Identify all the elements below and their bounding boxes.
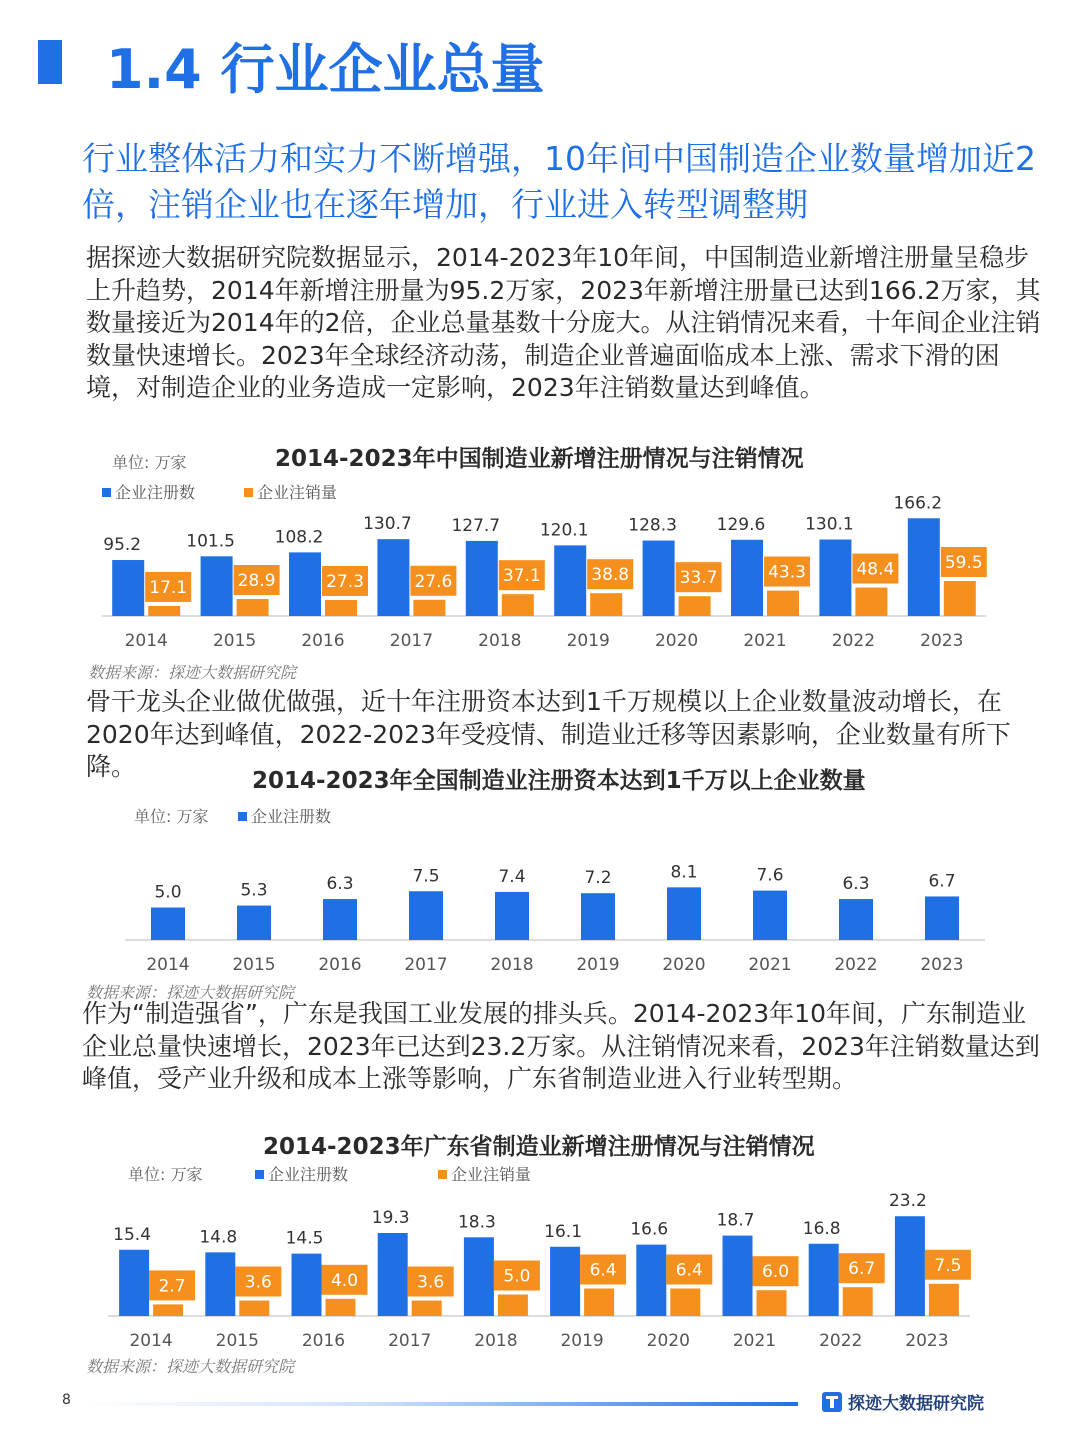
bar-secondary: [584, 1288, 614, 1316]
paragraph-2: 骨干龙头企业做优做强，近十年注册资本达到1千万规模以上企业数量波动增长，在2020年达到峰值，2022-2023年受疫情、制造业迁移等因素影响，企业数量有所下降。: [86, 687, 1011, 781]
x-tick-label: 2015: [215, 1331, 259, 1351]
bar-primary: [466, 541, 498, 616]
bar-primary: [839, 899, 873, 940]
footer-brand: [822, 1389, 984, 1414]
data-label-primary: 6.7: [928, 871, 956, 892]
x-tick-label: 2018: [474, 1331, 518, 1351]
legend-label-0: 企业注册数: [268, 1165, 349, 1184]
bar-primary: [201, 556, 233, 616]
bar-primary: [895, 1216, 925, 1316]
bar-primary: [292, 1254, 322, 1316]
legend-swatch-0: [238, 812, 247, 821]
legend-label-0: 企业注册数: [251, 807, 332, 826]
data-label-primary: 166.2: [893, 493, 943, 514]
bar-primary: [495, 892, 529, 940]
bar-secondary: [237, 599, 269, 616]
unit-label: 单位: 万家: [112, 453, 187, 472]
data-label-primary: 19.3: [371, 1208, 410, 1229]
footer-divider: [86, 1402, 798, 1406]
bar-primary: [925, 896, 959, 940]
bar-secondary: [413, 600, 445, 616]
legend-swatch-0: [102, 488, 111, 497]
data-label-primary: 8.1: [670, 862, 698, 883]
bar-primary: [377, 539, 409, 616]
bar-primary: [667, 887, 701, 940]
x-tick-label: 2017: [388, 1331, 432, 1351]
bar-primary: [323, 899, 357, 940]
bar-primary: [205, 1252, 235, 1316]
bar-primary: [378, 1233, 408, 1316]
data-label-primary: 101.5: [186, 531, 235, 552]
legend-label-0: 企业注册数: [115, 483, 196, 502]
bar-secondary: [148, 606, 180, 616]
x-tick-label: 2023: [920, 955, 964, 975]
data-label-secondary: 37.1: [502, 566, 541, 587]
unit-label: 单位: 万家: [134, 807, 209, 826]
data-label-secondary: 7.5: [934, 1255, 962, 1276]
chart-3-source: 数据来源：探迹大数据研究院: [86, 1357, 295, 1376]
data-label-primary: 130.1: [805, 514, 854, 535]
bar-secondary: [670, 1288, 700, 1316]
x-tick-label: 2021: [748, 955, 792, 975]
bar-secondary: [498, 1295, 528, 1317]
data-label-secondary: 6.0: [761, 1262, 790, 1283]
bar-primary: [731, 540, 763, 616]
bar-secondary: [757, 1290, 787, 1316]
bar-primary: [409, 891, 443, 940]
bar-primary: [643, 541, 675, 616]
bar-secondary: [944, 581, 976, 616]
x-tick-label: 2014: [129, 1331, 173, 1351]
data-label-primary: 16.8: [802, 1218, 841, 1239]
section-title: 1.4 行业企业总量: [106, 38, 545, 101]
data-label-primary: 5.3: [240, 880, 268, 901]
brand-name: 探迹大数据研究院: [848, 1394, 984, 1414]
x-tick-label: 2019: [560, 1331, 604, 1351]
legend-swatch-1: [244, 488, 253, 497]
data-label-secondary: 48.4: [856, 559, 895, 580]
x-tick-label: 2021: [732, 1331, 777, 1351]
chart-1: [0, 448, 1080, 678]
data-label-secondary: 27.6: [414, 571, 453, 592]
x-tick-label: 2017: [404, 955, 448, 975]
bar-secondary: [153, 1304, 183, 1316]
bar-secondary: [843, 1287, 873, 1316]
x-tick-label: 2017: [389, 631, 434, 651]
x-tick-label: 2022: [834, 955, 878, 975]
legend-label-1: 企业注销量: [451, 1165, 532, 1184]
data-label-secondary: 3.6: [244, 1272, 272, 1293]
data-label-secondary: 6.4: [589, 1260, 617, 1281]
data-label-primary: 15.4: [113, 1224, 152, 1245]
x-tick-label: 2016: [301, 631, 345, 651]
x-tick-label: 2014: [124, 631, 168, 651]
x-tick-label: 2023: [920, 631, 964, 651]
data-label-primary: 6.3: [326, 874, 354, 895]
bar-primary: [151, 908, 185, 941]
paragraph-1: 据探迹大数据研究院数据显示，2014-2023年10年间，中国制造业新增注册量呈稳步上升趋势，2014年新增注册量为95.2万家，2023年新增注册量已达到166.2万家，其数量接近为2014年的2倍，企业总量基数十分庞大。从注销情况来看，十年间企业注销数量快速增长。2023年全球经济动荡，制造企业普遍面临成本上涨、需求下滑的困境，对制造企业的业务造成一定影响，2023年注销数量达到峰值。: [86, 243, 1041, 402]
data-label-primary: 95.2: [103, 535, 142, 556]
bar-secondary: [929, 1284, 959, 1316]
bar-primary: [819, 540, 851, 616]
unit-label: 单位: 万家: [128, 1165, 203, 1184]
data-label-secondary: 2.7: [158, 1276, 186, 1297]
bar-secondary: [412, 1301, 442, 1316]
data-label-primary: 7.2: [584, 868, 612, 889]
data-label-primary: 16.1: [544, 1221, 583, 1242]
bar-primary: [237, 906, 271, 940]
bar-secondary: [679, 596, 711, 616]
chart-1-source: 数据来源：探迹大数据研究院: [88, 663, 297, 682]
bar-primary: [289, 552, 321, 616]
bar-primary: [753, 891, 787, 940]
data-label-primary: 18.7: [716, 1210, 755, 1231]
data-label-secondary: 6.7: [848, 1259, 876, 1280]
section-subtitle: 行业整体活力和实力不断增强，10年间中国制造企业数量增加近2倍，注销企业也在逐年增加，行业进入转型调整期: [82, 139, 1036, 224]
data-label-secondary: 38.8: [591, 565, 630, 586]
data-label-secondary: 4.0: [330, 1270, 359, 1291]
bar-secondary: [502, 594, 534, 616]
data-label-secondary: 27.3: [326, 571, 364, 592]
bar-primary: [809, 1244, 839, 1316]
title-accent-bar: [38, 40, 62, 84]
bar-primary: [636, 1245, 666, 1316]
chart-2-title: 2014-2023年全国制造业注册资本达到1千万以上企业数量: [252, 768, 866, 794]
data-label-secondary: 33.7: [679, 568, 718, 589]
data-label-primary: 128.3: [628, 515, 677, 536]
data-label-primary: 129.6: [716, 514, 766, 535]
x-tick-label: 2018: [490, 955, 534, 975]
data-label-secondary: 59.5: [944, 553, 983, 574]
x-tick-label: 2016: [318, 955, 362, 975]
data-label-secondary: 17.1: [149, 577, 188, 598]
x-tick-label: 2016: [301, 1331, 346, 1351]
bar-secondary: [326, 1299, 356, 1316]
data-label-primary: 7.4: [498, 866, 526, 887]
legend-swatch-1: [438, 1170, 447, 1179]
data-label-primary: 23.2: [888, 1191, 927, 1212]
data-label-primary: 7.5: [412, 866, 440, 887]
x-tick-label: 2021: [743, 631, 787, 651]
bar-secondary: [590, 593, 622, 616]
x-tick-label: 2015: [212, 631, 257, 651]
data-label-primary: 14.8: [199, 1227, 238, 1248]
paragraph-3: 作为“制造强省”，广东是我国工业发展的排头兵。2014-2023年10年间，广东制造业企业总量快速增长，2023年已达到23.2万家。从注销情况来看，2023年注销数量达到峰值，受产业升级和成本上涨等影响，广东省制造业进入行业转型期。: [82, 999, 1040, 1093]
data-label-primary: 108.2: [274, 527, 324, 548]
bar-primary: [554, 545, 586, 616]
bar-primary: [550, 1247, 580, 1316]
data-label-primary: 14.5: [285, 1228, 324, 1249]
bar-primary: [581, 893, 615, 940]
brand-logo-icon: [822, 1392, 842, 1412]
page-number: 8: [62, 1392, 71, 1408]
bar-secondary: [855, 588, 887, 616]
data-label-secondary: 5.0: [503, 1266, 531, 1287]
bar-primary: [112, 560, 144, 616]
x-tick-label: 2018: [478, 631, 522, 651]
data-label-primary: 5.0: [154, 882, 182, 903]
chart-2: [0, 790, 1080, 990]
x-tick-label: 2019: [576, 955, 620, 975]
legend-label-1: 企业注销量: [257, 483, 338, 502]
x-tick-label: 2022: [819, 1331, 863, 1351]
data-label-primary: 6.3: [842, 874, 870, 895]
data-label-secondary: 6.4: [675, 1260, 703, 1281]
x-tick-label: 2015: [232, 955, 276, 975]
legend-swatch-0: [255, 1170, 264, 1179]
data-label-primary: 7.6: [756, 865, 784, 886]
bar-primary: [908, 518, 940, 616]
data-label-primary: 130.7: [363, 514, 412, 535]
bar-secondary: [239, 1301, 269, 1316]
bar-primary: [464, 1237, 494, 1316]
x-tick-label: 2020: [654, 631, 699, 651]
data-label-secondary: 28.9: [237, 571, 276, 592]
x-tick-label: 2020: [646, 1331, 690, 1351]
bar-primary: [723, 1236, 753, 1316]
chart-2-source: 数据来源：探迹大数据研究院: [86, 983, 295, 1002]
data-label-primary: 18.3: [457, 1212, 496, 1233]
data-label-secondary: 3.6: [417, 1272, 445, 1293]
chart-3: [0, 1150, 1080, 1370]
x-tick-label: 2022: [831, 631, 876, 651]
bar-secondary: [325, 600, 357, 616]
bar-primary: [119, 1250, 149, 1316]
data-label-primary: 16.6: [630, 1219, 669, 1240]
data-label-secondary: 43.3: [768, 562, 806, 583]
x-tick-label: 2014: [146, 955, 190, 975]
bar-secondary: [767, 591, 799, 616]
x-tick-label: 2019: [566, 631, 610, 651]
data-label-primary: 127.7: [451, 515, 501, 536]
chart-3-title: 2014-2023年广东省制造业新增注册情况与注销情况: [263, 1134, 815, 1160]
x-tick-label: 2020: [662, 955, 706, 975]
data-label-primary: 120.1: [539, 520, 589, 541]
chart-1-title: 2014-2023年中国制造业新增注册情况与注销情况: [275, 446, 804, 472]
x-tick-label: 2023: [905, 1331, 949, 1351]
